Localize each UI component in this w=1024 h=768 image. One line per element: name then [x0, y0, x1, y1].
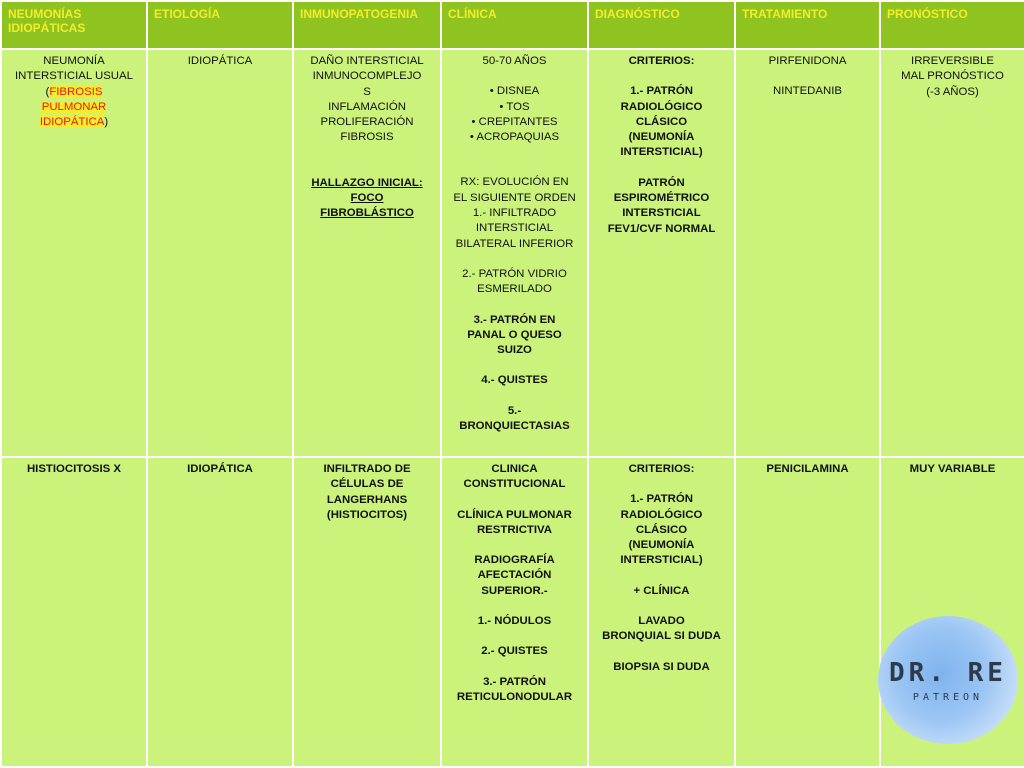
cell-disease-name: NEUMONÍA INTERSTICIAL USUAL (FIBROSIS PULMONAR IDIOPÁTICA) — [1, 49, 147, 457]
header-neumonias: NEUMONÍAS IDIOPÁTICAS — [1, 1, 147, 49]
header-inmunopatogenia: INMUNOPATOGENIA — [293, 1, 441, 49]
header-row — [1, 1, 1024, 49]
logo-subtitle: PATREON — [912, 691, 984, 703]
list-item: • ACROPAQUIAS — [445, 130, 584, 145]
header-tratamiento: TRATAMIENTO — [735, 1, 880, 49]
header-diagnostico: DIAGNÓSTICO — [588, 1, 735, 49]
highlight-text: PULMONAR — [41, 100, 107, 113]
cell-inmunopatogenia: DAÑO INTERSTICIAL INMUNOCOMPLEJO S INFLAMACIÓN PROLIFERACIÓN FIBROSIS HALLAZGO INICIAL: FOCO FIBROBLÁSTICO — [293, 49, 441, 457]
list-item: • CREPITANTES — [445, 115, 584, 130]
cell-etiologia: IDIOPÁTICA — [147, 49, 293, 457]
cell-clinica: CLINICA CONSTITUCIONAL CLÍNICA PULMONAR RESTRICTIVA RADIOGRAFÍA AFECTACIÓN SUPERIOR.- 1.- NÓDULOS 2.- QUISTES 3.- PATRÓN RETICULONODULAR — [441, 457, 588, 767]
cell-etiologia: IDIOPÁTICA — [147, 457, 293, 767]
cell-inmunopatogenia: INFILTRADO DE CÉLULAS DE LANGERHANS (HISTIOCITOS) — [293, 457, 441, 767]
cell-diagnostico: CRITERIOS: 1.- PATRÓN RADIOLÓGICO CLÁSICO (NEUMONÍA INTERSTICIAL) + CLÍNICA LAVADO BRONQUIAL SI DUDA BIOPSIA SI DUDA — [588, 457, 735, 767]
highlight-text: IDIOPÁTICA — [39, 116, 105, 129]
symptom-list — [445, 84, 584, 145]
cell-tratamiento: PIRFENIDONA NINTEDANIB — [735, 49, 880, 457]
cell-disease-name: HISTIOCITOSIS X — [1, 457, 147, 767]
logo-title: DR. RE — [889, 657, 1007, 688]
table-row — [1, 457, 1024, 767]
header-clinica: CLÍNICA — [441, 1, 588, 49]
cell-diagnostico: CRITERIOS: 1.- PATRÓN RADIOLÓGICO CLÁSICO (NEUMONÍA INTERSTICIAL) PATRÓN ESPIROMÉTRICO INTERSTICIAL FEV1/CVF NORMAL — [588, 49, 735, 457]
header-pronostico: PRONÓSTICO — [880, 1, 1024, 49]
hallazgo-inicial: HALLAZGO INICIAL: — [311, 176, 423, 189]
cell-pronostico: IRREVERSIBLE MAL PRONÓSTICO (-3 AÑOS) — [880, 49, 1024, 457]
header-etiologia: ETIOLOGÍA — [147, 1, 293, 49]
cell-pronostico: MUY VARIABLE — [880, 457, 1024, 767]
highlight-text: FIBROSIS — [49, 85, 103, 98]
list-item: • TOS — [445, 100, 584, 115]
cell-tratamiento: PENICILAMINA — [735, 457, 880, 767]
list-item: • DISNEA — [445, 84, 584, 99]
dr-re-logo — [878, 616, 1018, 744]
table-row — [1, 49, 1024, 457]
cell-clinica: 50-70 AÑOS • DISNEA • TOS • CREPITANTES • ACROPAQUIAS RX: EVOLUCIÓN EN EL SIGUIENTE ORDEN 1.- INFILTRADO INTERSTICIAL BILATERAL INFERIOR 2.- PATRÓN VIDRIO ESMERILADO 3.- PATRÓN EN PANAL O QUESO SUIZO 4.- QUISTES 5.- BRONQUIECTASIAS — [441, 49, 588, 457]
